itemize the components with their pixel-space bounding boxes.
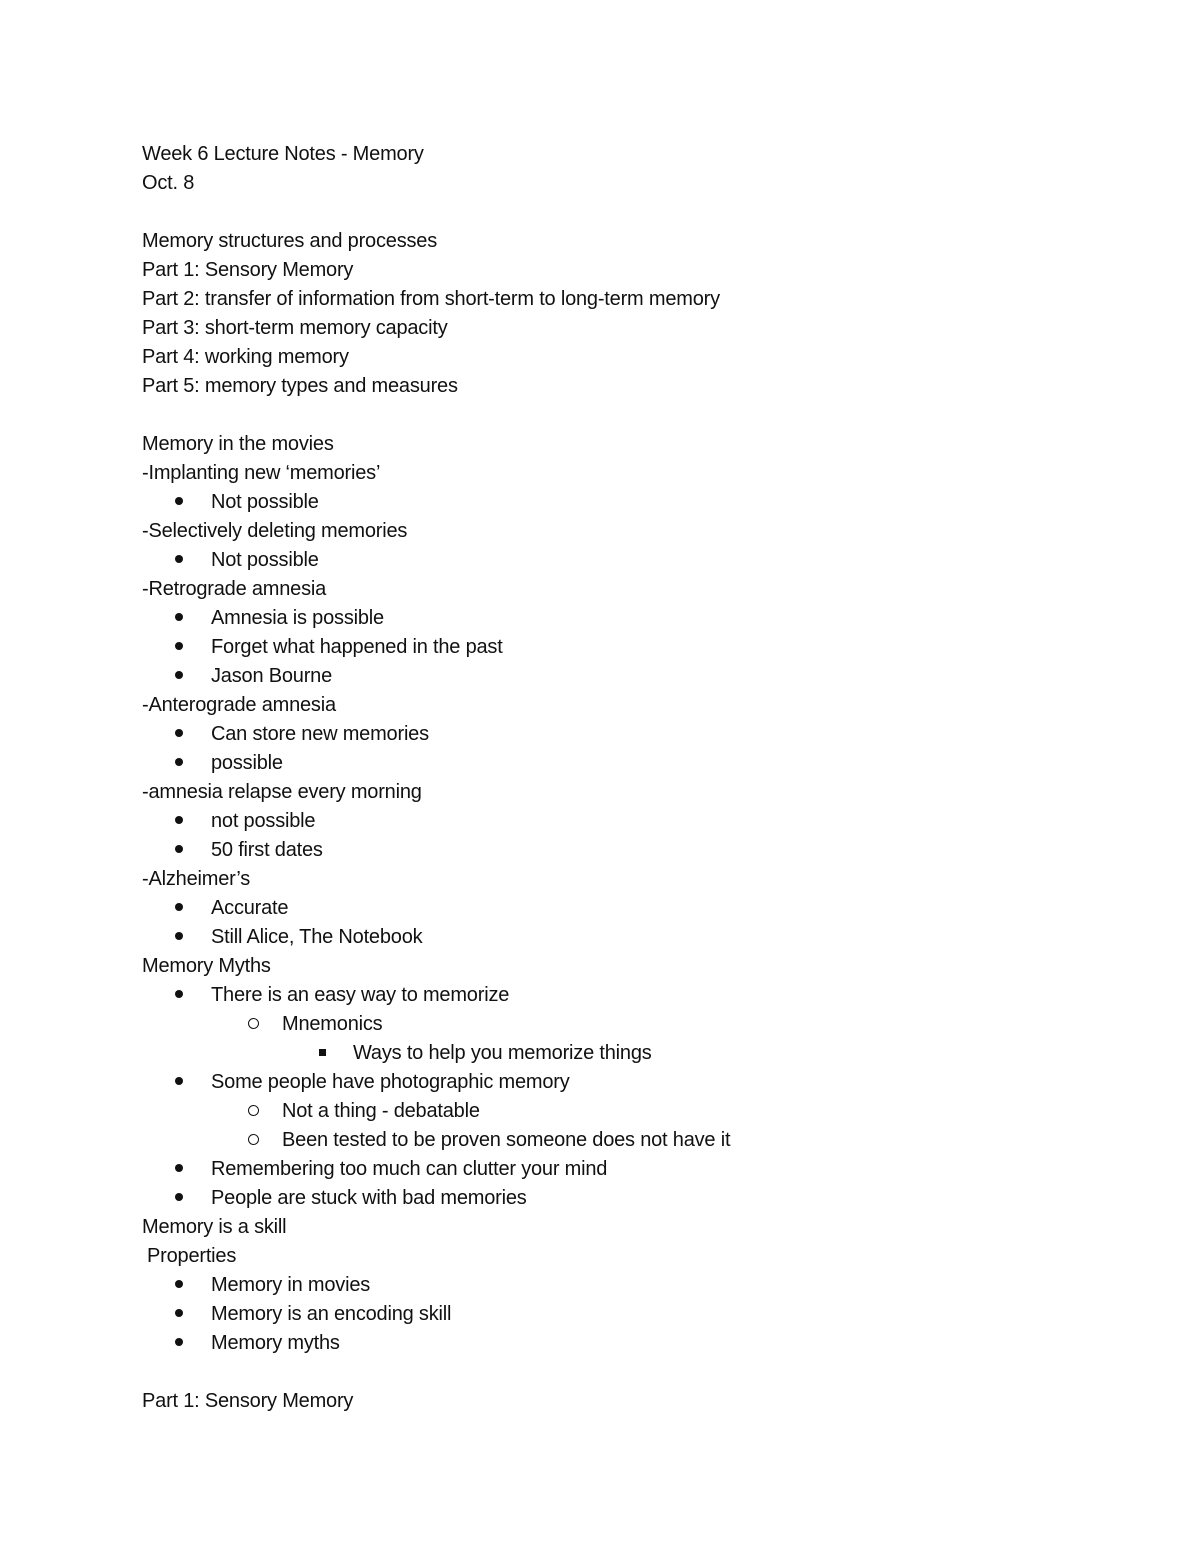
bullet-disc-icon bbox=[175, 923, 183, 952]
bullet-item bbox=[142, 981, 1142, 1010]
bullet-item bbox=[142, 749, 1142, 778]
outline-part: Part 4: working memory bbox=[142, 346, 349, 368]
sub-bullet-item bbox=[142, 1010, 1142, 1039]
bullet-item bbox=[142, 662, 1142, 691]
bullet-text: Forget what happened in the past bbox=[211, 636, 503, 658]
blank-line bbox=[142, 1358, 1142, 1387]
bullet-item bbox=[142, 488, 1142, 517]
bullet-circle-icon bbox=[248, 1097, 259, 1126]
bullet-disc-icon bbox=[175, 633, 183, 662]
bullet-disc-icon bbox=[175, 749, 183, 778]
bullet-text: Accurate bbox=[211, 897, 289, 919]
bullet-text: People are stuck with bad memories bbox=[211, 1187, 527, 1209]
bullet-circle-icon bbox=[248, 1010, 259, 1039]
bullet-item bbox=[142, 923, 1142, 952]
bullet-disc-icon bbox=[175, 807, 183, 836]
bullet-item bbox=[142, 1068, 1142, 1097]
blank-line bbox=[142, 198, 1142, 227]
bullet-disc-icon bbox=[175, 604, 183, 633]
bullet-disc-icon bbox=[175, 1329, 183, 1358]
bullet-text: Memory is an encoding skill bbox=[211, 1303, 452, 1325]
bullet-disc-icon bbox=[175, 981, 183, 1010]
bullet-disc-icon bbox=[175, 1184, 183, 1213]
bullet-circle-icon bbox=[248, 1126, 259, 1155]
movies-heading: Memory in the movies bbox=[142, 433, 334, 455]
bullet-text: Can store new memories bbox=[211, 723, 429, 745]
bullet-square-icon bbox=[319, 1039, 326, 1068]
bullet-disc-icon bbox=[175, 836, 183, 865]
bullet-item bbox=[142, 1271, 1142, 1300]
bullet-text: Memory myths bbox=[211, 1332, 340, 1354]
bullet-item bbox=[142, 1184, 1142, 1213]
bullet-text: Not possible bbox=[211, 491, 319, 513]
bullet-item bbox=[142, 604, 1142, 633]
bullet-text: Some people have photographic memory bbox=[211, 1071, 570, 1093]
bullet-text: Jason Bourne bbox=[211, 665, 333, 687]
bullet-disc-icon bbox=[175, 1155, 183, 1184]
document-date: Oct. 8 bbox=[142, 172, 195, 194]
bullet-text: Ways to help you memorize things bbox=[353, 1042, 652, 1064]
bullet-text: Not possible bbox=[211, 549, 319, 571]
bullet-item bbox=[142, 836, 1142, 865]
movies-topic: -Implanting new ‘memories’ bbox=[142, 462, 381, 484]
bullet-item bbox=[142, 1329, 1142, 1358]
bullet-text: Not a thing - debatable bbox=[282, 1100, 480, 1122]
bullet-text: Still Alice, The Notebook bbox=[211, 926, 423, 948]
bullet-item bbox=[142, 1300, 1142, 1329]
document-title: Week 6 Lecture Notes - Memory bbox=[142, 143, 424, 165]
section-heading: Part 1: Sensory Memory bbox=[142, 1390, 354, 1412]
bullet-text: There is an easy way to memorize bbox=[211, 984, 510, 1006]
bullet-disc-icon bbox=[175, 488, 183, 517]
bullet-text: Remembering too much can clutter your mind bbox=[211, 1158, 608, 1180]
bullet-text: Amnesia is possible bbox=[211, 607, 384, 629]
outline-part: Part 3: short-term memory capacity bbox=[142, 317, 448, 339]
bullet-item bbox=[142, 894, 1142, 923]
bullet-item bbox=[142, 720, 1142, 749]
bullet-text: not possible bbox=[211, 810, 316, 832]
bullet-item bbox=[142, 633, 1142, 662]
bullet-item bbox=[142, 546, 1142, 575]
bullet-text: 50 first dates bbox=[211, 839, 323, 861]
bullet-disc-icon bbox=[175, 662, 183, 691]
bullet-disc-icon bbox=[175, 1068, 183, 1097]
outline-part: Part 5: memory types and measures bbox=[142, 375, 458, 397]
bullet-disc-icon bbox=[175, 894, 183, 923]
movies-topic: -amnesia relapse every morning bbox=[142, 781, 422, 803]
bullet-text: Been tested to be proven someone does not have it bbox=[282, 1129, 731, 1151]
bullet-disc-icon bbox=[175, 1300, 183, 1329]
outline-part: Part 1: Sensory Memory bbox=[142, 259, 354, 281]
myths-heading: Memory Myths bbox=[142, 955, 271, 977]
movies-topic: -Retrograde amnesia bbox=[142, 578, 327, 600]
bullet-text: Mnemonics bbox=[282, 1013, 383, 1035]
movies-topic: -Anterograde amnesia bbox=[142, 694, 336, 716]
bullet-disc-icon bbox=[175, 546, 183, 575]
bullet-text: Memory in movies bbox=[211, 1274, 371, 1296]
sub-bullet-item bbox=[142, 1126, 1142, 1155]
outline-heading: Memory structures and processes bbox=[142, 230, 438, 252]
outline-part: Part 2: transfer of information from short-term to long-term memory bbox=[142, 288, 720, 310]
movies-topic: -Alzheimer’s bbox=[142, 868, 251, 890]
skill-heading: Memory is a skill bbox=[142, 1216, 287, 1238]
blank-line bbox=[142, 401, 1142, 430]
bullet-disc-icon bbox=[175, 720, 183, 749]
bullet-disc-icon bbox=[175, 1271, 183, 1300]
sub-sub-bullet-item bbox=[142, 1039, 1142, 1068]
properties-label: Properties bbox=[147, 1245, 237, 1267]
document-body bbox=[142, 140, 1142, 1416]
bullet-text: possible bbox=[211, 752, 283, 774]
movies-topic: -Selectively deleting memories bbox=[142, 520, 408, 542]
bullet-item bbox=[142, 1155, 1142, 1184]
bullet-item bbox=[142, 807, 1142, 836]
sub-bullet-item bbox=[142, 1097, 1142, 1126]
